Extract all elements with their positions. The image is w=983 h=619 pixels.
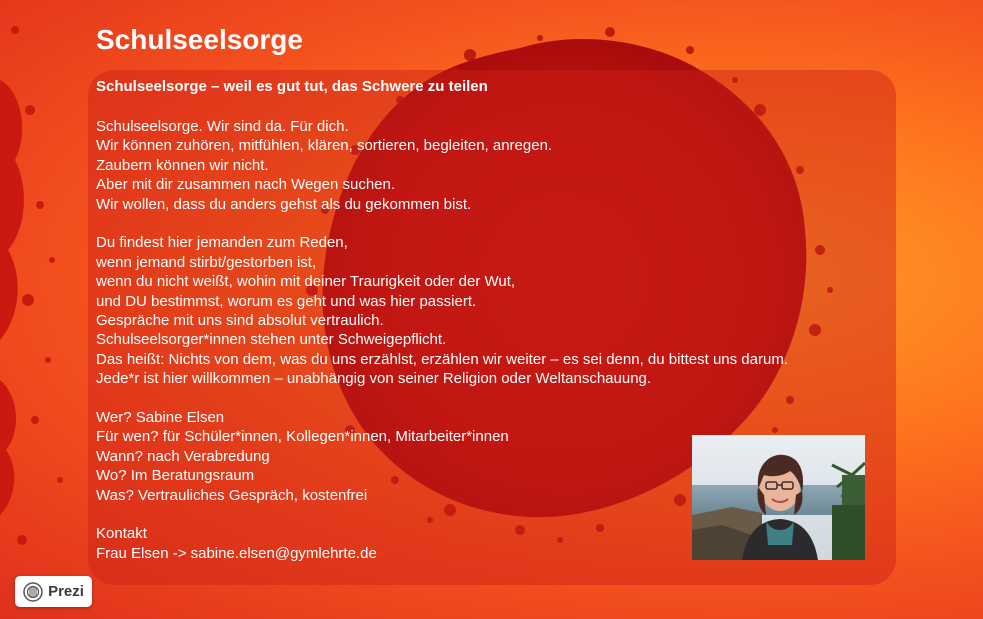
prezi-badge-label: Prezi [48, 583, 84, 600]
text-line: Für wen? für Schüler*innen, Kollegen*innen, Mitarbeiter*innen [96, 428, 509, 446]
text-line: Wo? Im Beratungsraum [96, 467, 255, 485]
contact-heading: Kontakt [96, 525, 147, 543]
prezi-logo-icon [23, 582, 43, 602]
offer-paragraph [96, 233, 896, 388]
slide-title: Schulseelsorge [96, 24, 303, 55]
text-line: Du findest hier jemanden zum Reden, [96, 234, 348, 252]
portrait-image [692, 435, 865, 560]
slide-subtitle: Schulseelsorge – weil es gut tut, das Schwere zu teilen [96, 78, 488, 95]
intro-paragraph [96, 117, 896, 214]
text-line: Wir können zuhören, mitfühlen, klären, sortieren, begleiten, anregen. [96, 137, 553, 155]
text-line: Wann? nach Verabredung [96, 447, 270, 465]
text-line: Das heißt: Nichts von dem, was du uns erzählst, erzählen wir weiter – es sei denn, du bittest uns darum. [96, 350, 788, 368]
text-line: Aber mit dir zusammen nach Wegen suchen. [96, 176, 396, 194]
text-line: wenn du nicht weißt, wohin mit deiner Traurigkeit oder der Wut, [96, 273, 516, 291]
text-line: und DU bestimmst, worum es geht und was hier passiert. [96, 292, 477, 310]
text-line: Was? Vertrauliches Gespräch, kostenfrei [96, 486, 368, 504]
text-line: wenn jemand stirbt/gestorben ist, [96, 253, 317, 271]
prezi-badge-button[interactable] [15, 576, 92, 607]
text-line: Gespräche mit uns sind absolut vertraulich. [96, 312, 384, 330]
text-line: Wir wollen, dass du anders gehst als du gekommen bist. [96, 195, 472, 213]
text-line: Wer? Sabine Elsen [96, 409, 225, 427]
text-line: Jede*r ist hier willkommen – unabhängig von seiner Religion oder Weltanschauung. [96, 370, 652, 388]
contact-email: Frau Elsen -> sabine.elsen@gymlehrte.de [96, 544, 377, 562]
text-line: Schulseelsorger*innen stehen unter Schweigepflicht. [96, 331, 447, 349]
portrait-photo [692, 435, 865, 560]
text-line: Schulseelsorge. Wir sind da. Für dich. [96, 118, 349, 135]
text-line: Zaubern können wir nicht. [96, 156, 269, 174]
